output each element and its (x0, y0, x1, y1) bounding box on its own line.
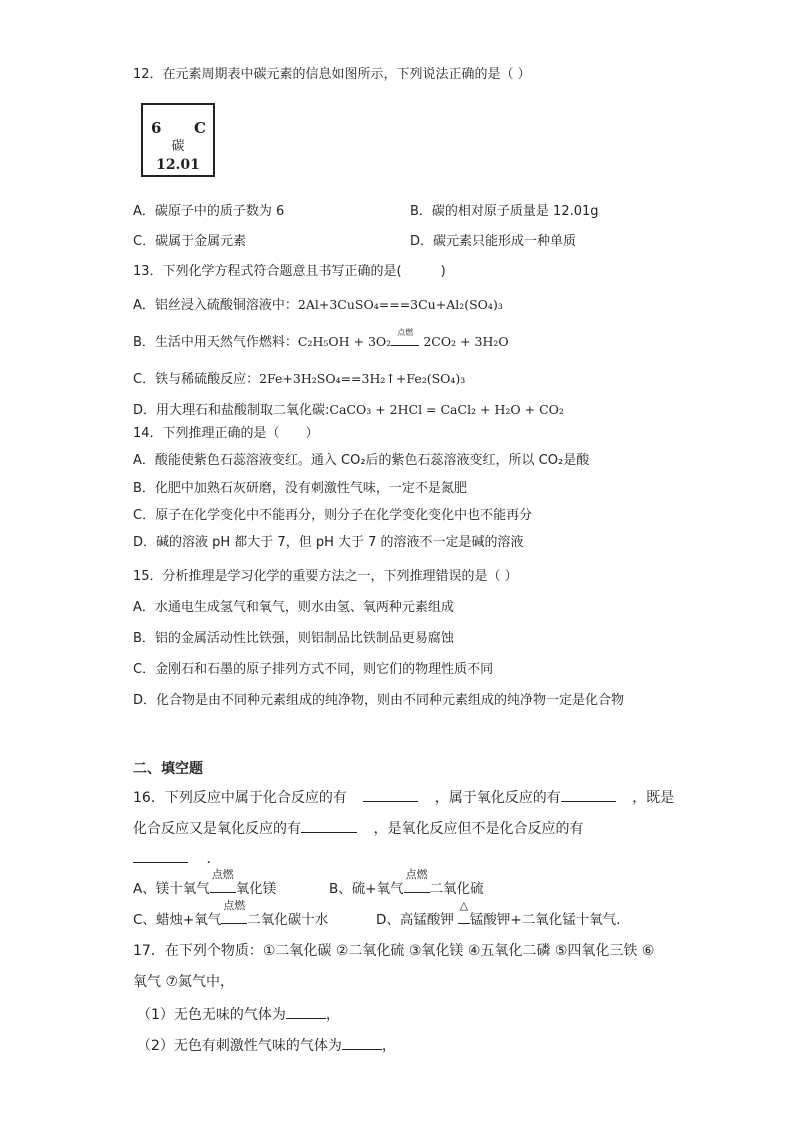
q16-blank-both[interactable] (301, 818, 357, 833)
atomic-number: 6 (151, 119, 162, 137)
q16-blank-oxidation-only[interactable] (133, 848, 188, 863)
q16-c-condition-label: 点燃 (223, 899, 246, 912)
q16-c-left: C、蜡烛+氧气 (133, 912, 222, 928)
q16-line3-end: ． (206, 851, 221, 867)
element-symbol: C (194, 119, 206, 137)
carbon-element-card (141, 103, 215, 177)
q16-line-2 (133, 818, 583, 838)
q13-option-b (133, 328, 509, 352)
q14-option-a: A．酸能使紫色石蕊溶液变红。通入 CO₂后的紫色石蕊溶液变红，所以 CO₂是酸 (133, 453, 590, 468)
q16-line-1 (133, 787, 674, 807)
q12-option-a: A．碳原子中的质子数为 6 (133, 204, 285, 219)
q15-option-d: D．化合物是由不同种元素组成的纯净物，则由不同种元素组成的纯净物一定是化合物 (133, 693, 625, 708)
q16-c-right: 二氧化碳十水 (247, 912, 329, 928)
q16-line2-a: 化合反应又是氧化反应的有 (133, 821, 301, 837)
q16-line-3 (133, 848, 220, 868)
q12-option-c: C．碳属于金属元素 (133, 234, 247, 249)
element-name: 碳 (171, 139, 185, 154)
q16-blank-oxidation[interactable] (561, 787, 616, 802)
q17-blank-2[interactable] (342, 1035, 382, 1050)
q13-a-equation: 2Al+3CuSO₄===3Cu+Al₂(SO₄)₃ (297, 297, 503, 312)
q16-reaction-a (133, 868, 277, 898)
q17-blank-1[interactable] (286, 1004, 326, 1019)
q16-line2-b: ，是氧化反应但不是化合反应的有 (373, 821, 584, 837)
q17-sub1-suffix: ， (325, 1007, 340, 1023)
q13-a-prefix: A．铝丝浸入硫酸铜溶液中： (133, 298, 298, 313)
q14-option-b: B．化肥中加熟石灰研磨，没有刺激性气味，一定不是氮肥 (133, 481, 467, 496)
q14-stem: 14．下列推理正确的是（ ） (133, 426, 319, 441)
q13-c-prefix: C．铁与稀硫酸反应： (133, 372, 260, 387)
q17-sub-1 (137, 1004, 340, 1024)
q16-a-condition-label: 点燃 (211, 868, 234, 881)
q13-d-prefix: D．用大理石和盐酸制取二氧化碳: (133, 403, 330, 418)
q16-blank-combination[interactable] (363, 787, 418, 802)
q17-sub-2 (137, 1035, 396, 1055)
q13-c-equation: 2Fe+3H₂SO₄==3H₂↑+Fe₂(SO₄)₃ (259, 371, 466, 386)
q16-b-left: B、硫+氧气 (329, 881, 404, 897)
q16-b-right: 二氧化硫 (429, 881, 484, 897)
q16-b-condition-label: 点燃 (405, 868, 428, 881)
q17-sub2-prefix: （2）无色有刺激性气味的气体为 (137, 1038, 342, 1054)
q15-option-c: C．金刚石和石墨的原子排列方式不同，则它们的物理性质不同 (133, 662, 494, 677)
q13-option-d (133, 401, 564, 420)
q17-sub2-suffix: ， (381, 1038, 396, 1054)
q16-a-condition (210, 868, 236, 898)
q13-option-c (133, 370, 465, 389)
q13-d-equation: CaCO₃ + 2HCl = CaCl₂ + H₂O + CO₂ (329, 402, 564, 417)
q13-b-left: C₂H₅OH + 3O₂ (297, 334, 392, 349)
q13-b-right: 2CO₂ + 3H₂O (423, 334, 509, 349)
q16-d-condition-label: △ (459, 899, 469, 912)
q17-line-1: 17．在下列个物质：①二氧化碳 ②二氧化硫 ③氧化镁 ④五氧化二磷 ⑤四氧化三铁 ⑥ (133, 943, 655, 959)
q16-line1-a: 16．下列反应中属于化合反应的有 (133, 790, 347, 806)
q14-option-c: C．原子在化学变化中不能再分，则分子在化学变化变化中也不能再分 (133, 508, 533, 523)
q16-reaction-b (329, 868, 484, 898)
q12-option-d: D．碳元素只能形成一种单质 (410, 234, 577, 249)
q17-line-2: 氧气 ⑦氮气中， (133, 974, 235, 990)
q16-reaction-c (133, 899, 329, 929)
q16-a-right: 氧化镁 (235, 881, 277, 897)
q13-stem: 13．下列化学方程式符合题意且书写正确的是( ) (133, 264, 446, 279)
q17-sub1-prefix: （1）无色无味的气体为 (137, 1007, 286, 1023)
q13-b-condition-label: 点燃 (397, 328, 414, 337)
section-title: 二、填空题 (133, 761, 203, 777)
q13-b-prefix: B．生活中用天然气作燃料： (133, 335, 298, 350)
q12-stem: 12．在元素周期表中碳元素的信息如图所示，下列说法正确的是（ ） (133, 67, 531, 82)
q16-b-condition (404, 868, 430, 898)
q12-option-b: B．碳的相对原子质量是 12.01g (410, 204, 599, 219)
q13-b-condition (391, 328, 419, 352)
q16-d-left: D、高锰酸钾 (376, 912, 454, 928)
q15-option-b: B．铝的金属活动性比铁强，则铝制品比铁制品更易腐蚀 (133, 631, 454, 646)
q16-c-condition (221, 899, 247, 929)
q15-stem: 15．分析推理是学习化学的重要方法之一，下列推理错误的是（ ） (133, 569, 518, 584)
q15-option-a: A．水通电生成氢气和氧气，则水由氢、氧两种元素组成 (133, 600, 454, 615)
q16-line1-c: ，既是 (632, 790, 675, 806)
atomic-mass: 12.01 (156, 157, 200, 173)
q16-a-left: A、镁十氧气 (133, 881, 210, 897)
q16-d-right: 锰酸钾+二氧化锰十氧气． (469, 912, 630, 928)
q16-d-condition (458, 899, 470, 929)
q16-reaction-d (376, 899, 630, 929)
q13-option-a (133, 296, 503, 315)
q16-line1-b: ，属于氧化反应的有 (434, 790, 561, 806)
q14-option-d: D．碱的溶液 pH 都大于 7，但 pH 大于 7 的溶液不一定是碱的溶液 (133, 535, 524, 550)
